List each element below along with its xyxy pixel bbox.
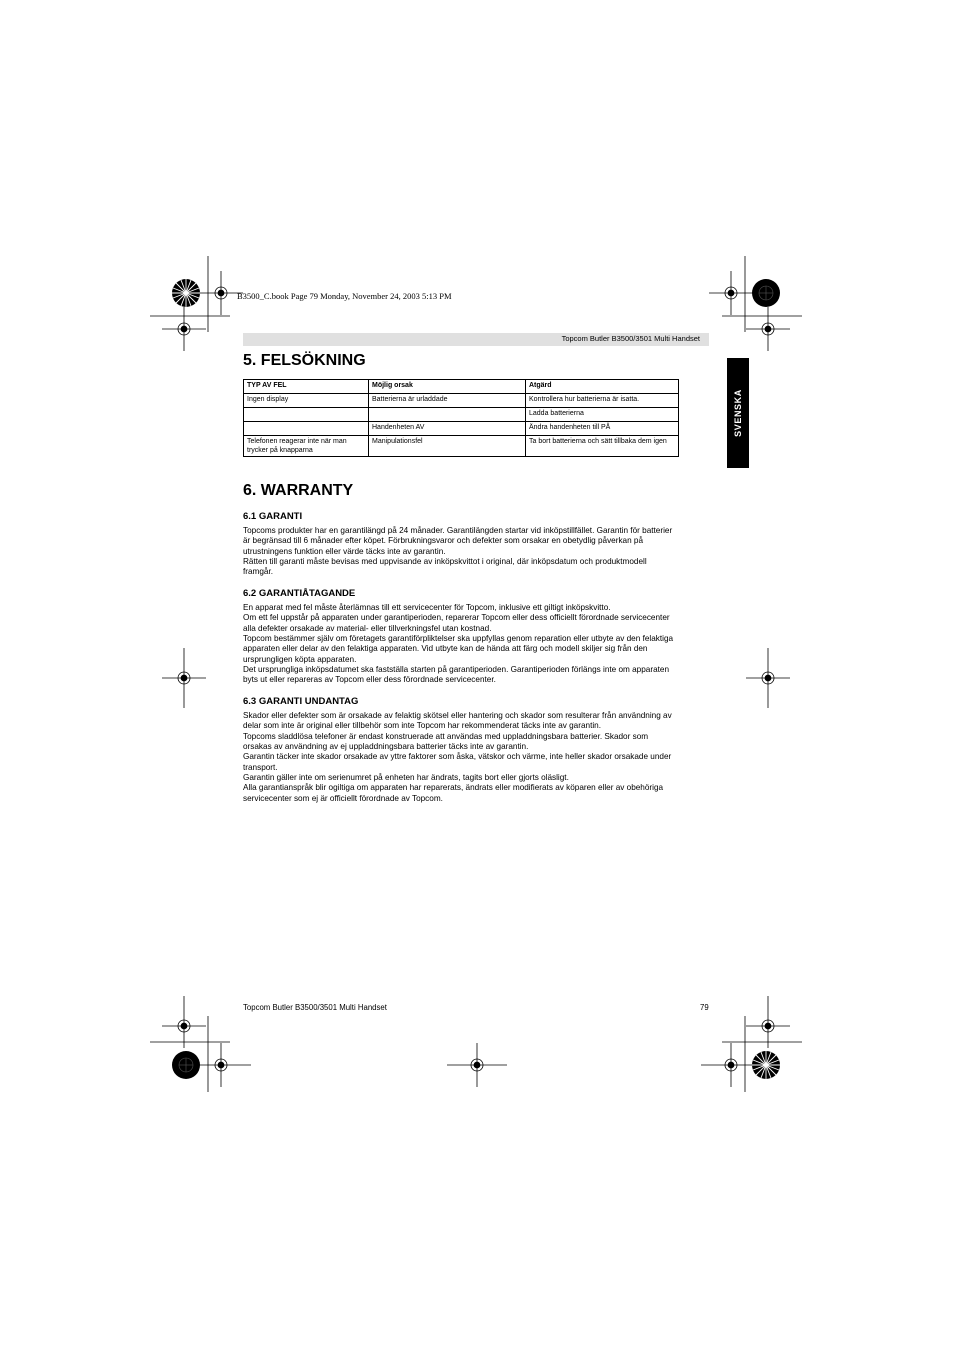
text-line: Garantin täcker inte skador orsakade av yttre faktorer som åska, vätskor och värme, inte heller skador orsakade under [243, 752, 672, 762]
starburst-icon [172, 1051, 200, 1079]
table-cell: Manipulationsfel [369, 436, 526, 457]
troubleshooting-table [243, 379, 679, 457]
table-cell: Ingen display [244, 394, 369, 408]
paragraph-garantiatagande [243, 603, 711, 686]
crosshair-icon [746, 996, 790, 1048]
table-row [244, 408, 679, 422]
paragraph-garanti [243, 526, 711, 578]
table-header-row [244, 380, 679, 394]
subsection-title-garanti: 6.1 GARANTI [243, 511, 303, 522]
table-row [244, 394, 679, 408]
column-header: Möjlig orsak [369, 380, 526, 394]
text-line: servicecenter som ej är officiellt förordnade av Topcom. [243, 793, 443, 803]
footer-product: Topcom Butler B3500/3501 Multi Handset [243, 1003, 387, 1012]
crosshair-icon [746, 307, 790, 351]
text-line: Topcoms sladdlösa telefoner är endast konstruerade att användas med uppladdningsbara batterier. Skador som [243, 731, 649, 741]
paragraph-garanti-undantag [243, 711, 711, 804]
starburst-icon [752, 1051, 780, 1079]
section-title-warranty: 6. WARRANTY [243, 482, 354, 499]
table-cell: Telefonen reagerar inte när man trycker på knapparna [244, 436, 369, 457]
print-info: B3500_C.book Page 79 Monday, November 24, 2003 5:13 PM [237, 291, 452, 301]
subsection-title-garantiatagande: 6.2 GARANTIÅTAGANDE [243, 588, 356, 599]
text-line: ursprungligen köpta apparaten. [243, 654, 357, 664]
language-tab-label: SVENSKA [733, 389, 743, 437]
table-cell [244, 422, 369, 436]
crosshair-icon [162, 307, 206, 351]
text-line: En apparat med fel måste återlämnas till ett servicecenter för Topcom, inklusive ett giltigt inköpskvitto. [243, 603, 611, 612]
text-line: framgår. [243, 567, 274, 577]
column-header: TYP AV FEL [244, 380, 369, 394]
table-cell: Ladda batterierna [526, 408, 679, 422]
text-line: Topcom bestämmer själv om företagets garantiförpliktelser ska uppfyllas genom reparation eller utbyte av den felaktiga [243, 634, 674, 644]
starburst-icon [752, 279, 780, 307]
text-line: Rätten till garanti måste bevisas med uppvisande av inköpskvittot i original, där inköpsdatum och produktmodell [243, 557, 647, 567]
table-cell: Batterierna är urladdade [369, 394, 526, 408]
running-header [243, 333, 709, 346]
text-line: Garantin gäller inte om serienumret på enheten har ändrats, tagits bort eller gjorts oläsligt. [243, 773, 569, 783]
text-line: orsakas av användning av ej uppladdningsbara batterier täcks inte av garantin. [243, 742, 529, 752]
table-cell: Handenheten AV [369, 422, 526, 436]
table-cell: Ändra handenheten till PÅ [526, 422, 679, 436]
text-line: delar som inte är original eller tillbehör som inte Topcom har rekommenderat täcks inte av garantin. [243, 721, 601, 731]
table-cell [369, 408, 526, 422]
text-line: apparaten eller delar av den felaktiga apparaten. Vid utbyte kan de hända att färg och modell skiljer sig från den [243, 644, 648, 654]
crosshair-icon [709, 271, 753, 315]
table-cell [244, 408, 369, 422]
text-line: byts ut eller repareras av Topcom eller dess förordnade servicecenter. [243, 675, 496, 685]
text-line: Skador eller defekter som är orsakade av felaktig skötsel eller hantering och skador som resulterar från användning av [243, 711, 672, 720]
header-product: Topcom Butler B3500/3501 Multi Handset [561, 334, 700, 343]
text-line: alla defekter orsakade av material- eller tillverkningsfel utan kostnad. [243, 623, 492, 633]
page-number: 79 [700, 1003, 709, 1012]
table-row [244, 422, 679, 436]
text-line: transport. [243, 762, 278, 772]
crosshair-icon [162, 648, 206, 708]
starburst-icon [172, 279, 200, 307]
column-header: Atgärd [526, 380, 679, 394]
text-line: utrustningens funktion eller värde täcks inte av garantin. [243, 546, 446, 556]
language-tab [727, 358, 749, 468]
table-cell: Ta bort batterierna och sätt tillbaka dem igen [526, 436, 679, 457]
text-line: Om ett fel uppstår på apparaten under garantiperioden, reparerar Topcom eller dess officiellt förordnade servicecenter [243, 613, 670, 623]
table-cell: Kontrollera hur batterierna är isatta. [526, 394, 679, 408]
table-row [244, 436, 679, 457]
crosshair-icon [746, 648, 790, 708]
crosshair-icon [162, 996, 206, 1048]
text-line: Alla garantianspråk blir ogiltiga om apparaten har reparerats, ändrats eller modifierats av köparen eller av obehöriga [243, 783, 664, 793]
text-line: är begränsad till 6 månader efter köpet. Förbrukningsvaror och defekter som orsakar en obetydlig påverkan på [243, 536, 644, 546]
text-line: Topcoms produkter har en garantilängd på 24 månader. Garantilängden startar vid inköpstillfället. Garantin för batterier [243, 526, 673, 535]
section-title-felsokning: 5. FELSÖKNING [243, 352, 366, 369]
subsection-title-garanti-undantag: 6.3 GARANTI UNDANTAG [243, 696, 359, 707]
crosshair-icon [447, 1043, 507, 1087]
text-line: Det ursprungliga inköpsdatumet ska fastställa starten på garantiperioden. Garantiperioden förlängs inte om apparaten [243, 665, 670, 675]
